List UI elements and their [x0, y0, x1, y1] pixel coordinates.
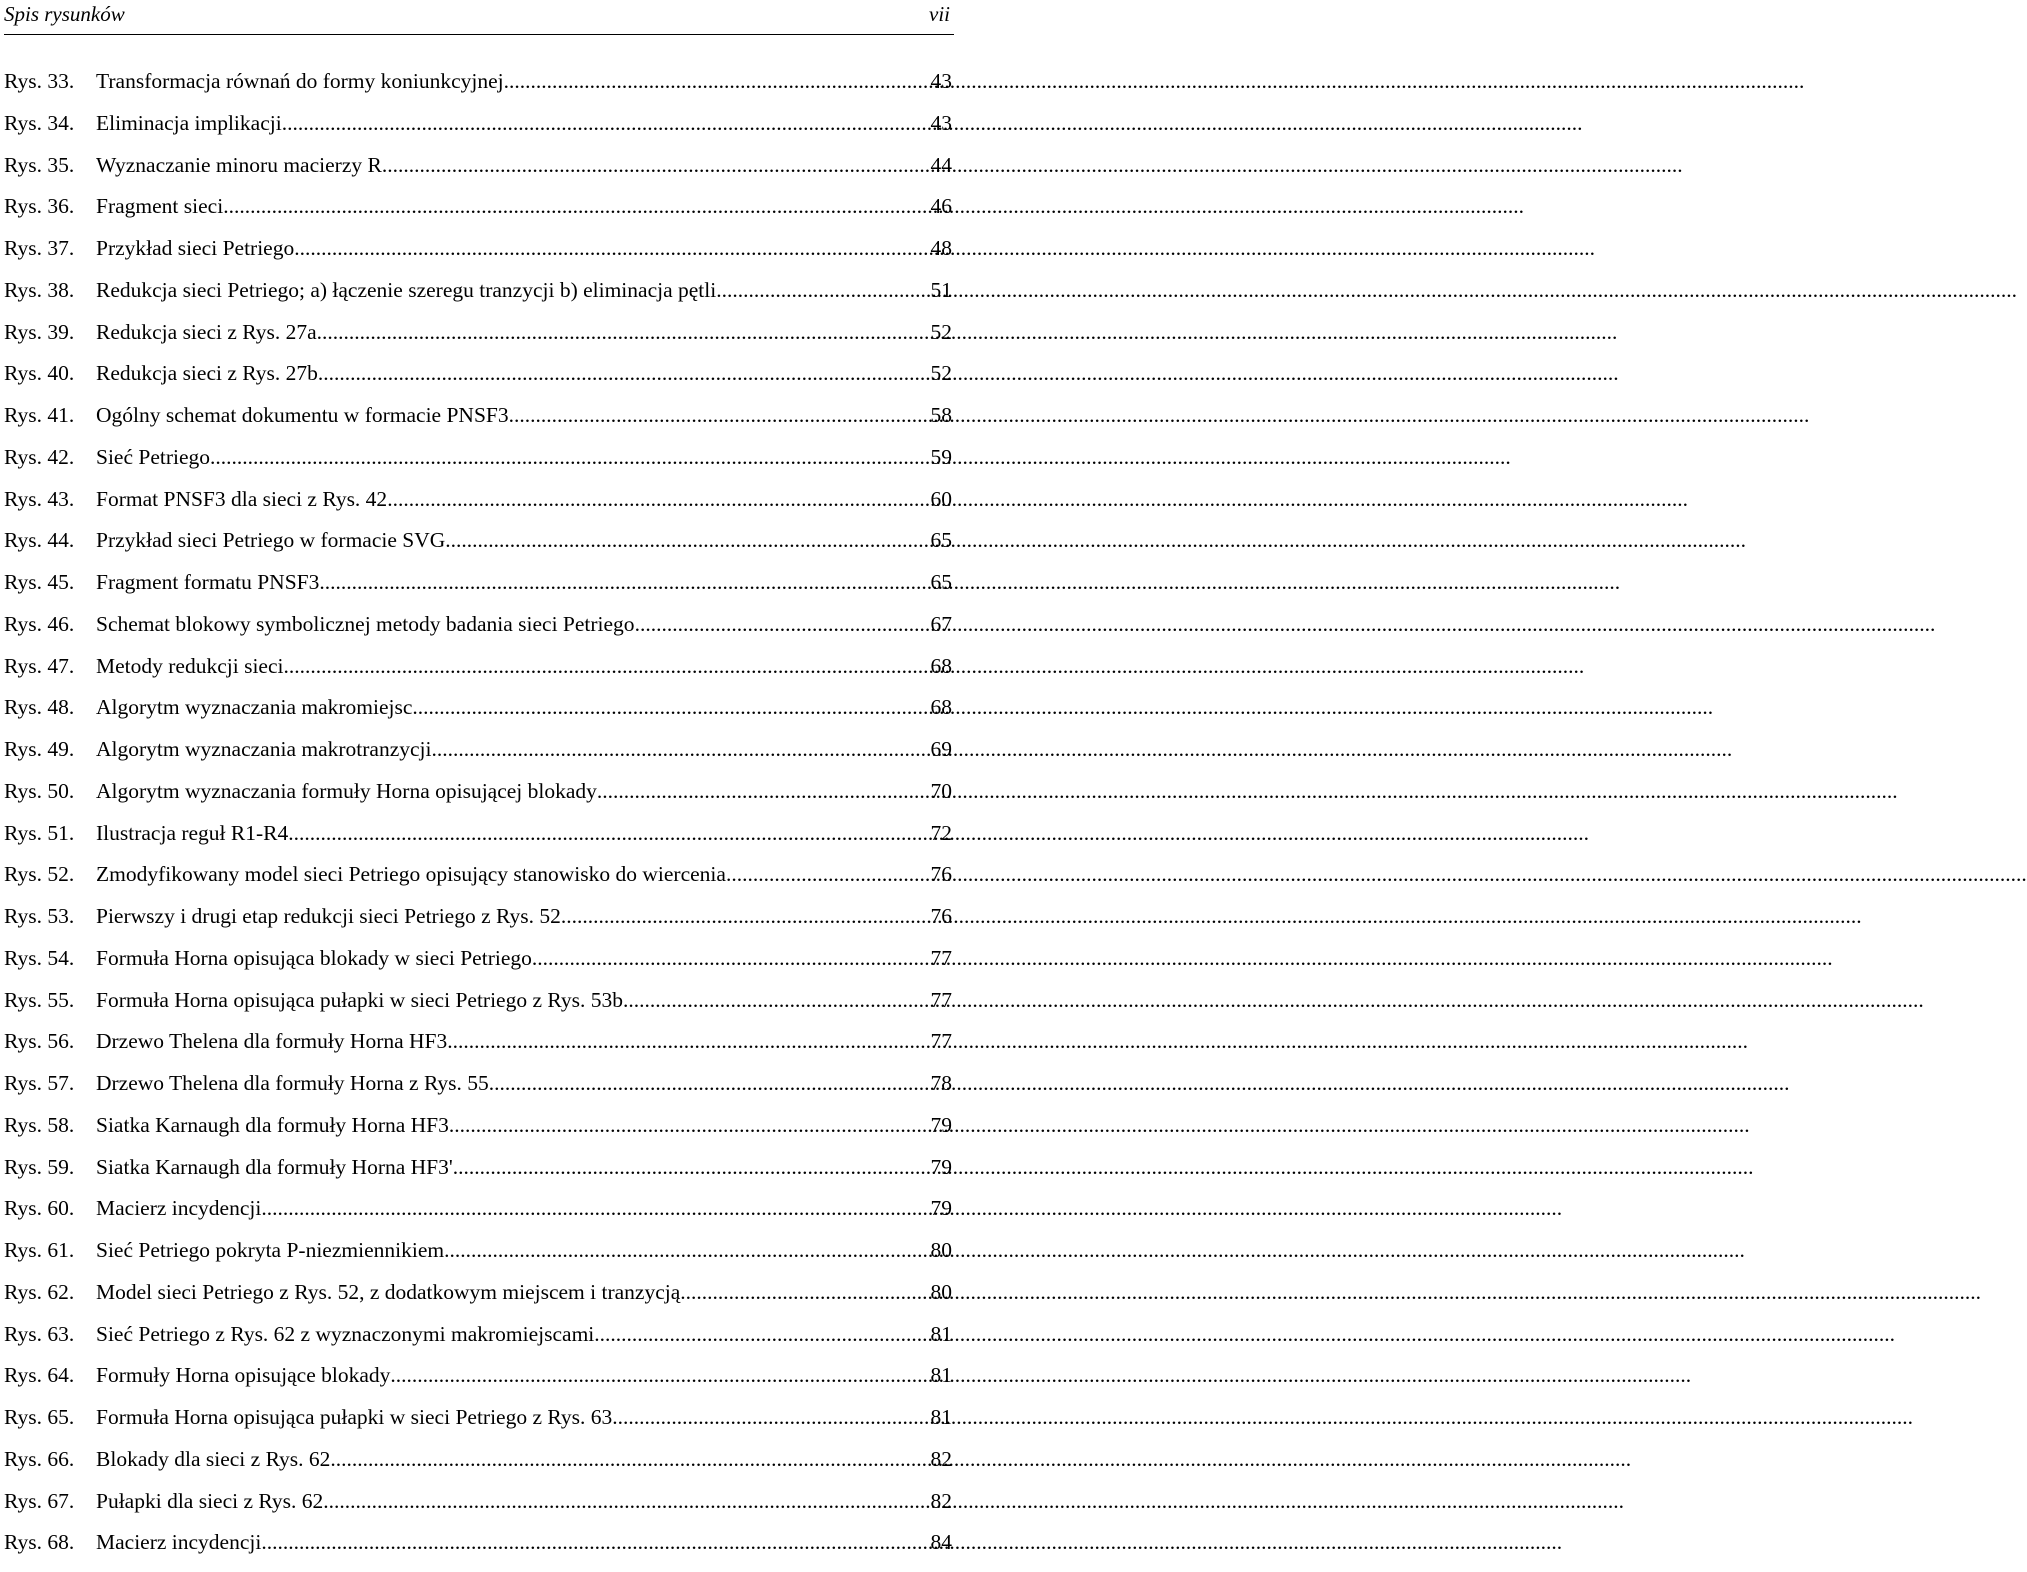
figure-number: Rys. 68.	[4, 1530, 75, 1555]
figure-number: Rys. 36.	[4, 194, 75, 219]
figure-page-number: 81	[930, 1405, 952, 1429]
section-title: Spis rysunków	[4, 2, 125, 26]
figure-title: Siatka Karnaugh dla formuły Horna HF3	[96, 1112, 449, 1137]
figure-number: Rys. 62.	[4, 1279, 75, 1304]
figure-number: Rys. 52.	[4, 862, 75, 887]
figure-title: Fragment sieci	[96, 194, 224, 219]
figure-title: Formuła Horna opisująca blokady w sieci Petriego	[96, 945, 532, 970]
list-item[interactable]	[4, 737, 952, 779]
figure-number: Rys. 55.	[4, 987, 75, 1012]
dot-leader	[612, 1405, 928, 1430]
dot-leader	[282, 111, 929, 136]
figure-page-number: 43	[930, 69, 952, 93]
list-item[interactable]	[4, 1363, 952, 1405]
figure-number: Rys. 50.	[4, 778, 75, 803]
figure-title: Wyznaczanie minoru macierzy R	[96, 152, 382, 177]
figure-number: Rys. 61.	[4, 1238, 75, 1262]
figure-page-number: 65	[930, 570, 952, 594]
figure-title: Schemat blokowy symbolicznej metody badania sieci Petriego	[96, 611, 635, 636]
figure-title: Fragment formatu PNSF3	[96, 570, 320, 594]
figure-number: Rys. 60.	[4, 1196, 75, 1221]
figure-number: Rys. 33.	[4, 69, 75, 93]
dot-leader	[318, 361, 929, 386]
list-item[interactable]	[4, 1196, 952, 1238]
list-item[interactable]	[4, 69, 952, 111]
figure-number: Rys. 39.	[4, 319, 75, 344]
figure-title: Sieć Petriego z Rys. 62 z wyznaczonymi makromiejscami	[96, 1321, 595, 1346]
figure-title: Algorytm wyznaczania makrotranzycji	[96, 737, 432, 761]
running-header	[4, 0, 954, 35]
figure-title: Algorytm wyznaczania formuły Horna opisującej blokady	[96, 778, 597, 803]
list-item[interactable]	[4, 194, 952, 236]
dot-leader	[261, 1196, 928, 1221]
dot-leader	[382, 153, 929, 178]
figure-number: Rys. 49.	[4, 737, 75, 761]
figure-title: Model sieci Petriego z Rys. 52, z dodatkowym miejscem i tranzycją	[96, 1279, 681, 1304]
figure-title: Ogólny schemat dokumentu w formacie PNSF3	[96, 403, 509, 427]
figure-title: Formuła Horna opisująca pułapki w sieci Petriego z Rys. 53b	[96, 987, 623, 1012]
figure-page-number: 51	[930, 277, 952, 302]
dot-leader	[445, 528, 928, 553]
figure-page-number: 68	[930, 653, 952, 678]
list-item[interactable]	[4, 1029, 952, 1071]
figure-page-number: 82	[930, 1446, 952, 1471]
dot-leader	[323, 1489, 928, 1514]
figure-number: Rys. 65.	[4, 1405, 75, 1429]
list-item[interactable]	[4, 1322, 952, 1364]
figure-number: Rys. 53.	[4, 904, 75, 928]
list-item[interactable]	[4, 1447, 952, 1489]
list-item[interactable]	[4, 153, 952, 195]
dot-leader	[432, 737, 929, 762]
dot-leader	[680, 1280, 928, 1305]
figure-title: Pierwszy i drugi etap redukcji sieci Petriego z Rys. 52	[96, 904, 561, 928]
figure-number: Rys. 37.	[4, 236, 75, 260]
figure-page-number: 79	[930, 1154, 952, 1179]
figure-title: Siatka Karnaugh dla formuły Horna HF3'	[96, 1154, 453, 1179]
figure-number: Rys. 66.	[4, 1446, 75, 1471]
figure-page-number: 82	[930, 1488, 952, 1513]
dot-leader	[330, 1447, 928, 1472]
figure-title: Sieć Petriego pokryta P-niezmiennikiem	[96, 1238, 445, 1262]
figure-number: Rys. 64.	[4, 1363, 75, 1388]
dot-leader	[444, 1238, 928, 1263]
figure-title: Macierz incydencji	[96, 1530, 262, 1555]
dot-leader	[447, 1029, 928, 1054]
list-item[interactable]	[4, 1113, 952, 1155]
dot-leader	[387, 487, 928, 512]
list-item[interactable]	[4, 570, 952, 612]
figure-page-number: 84	[930, 1530, 952, 1555]
dot-leader	[561, 904, 929, 929]
figure-title: Formuła Horna opisująca pułapki w sieci Petriego z Rys. 63	[96, 1405, 613, 1429]
dot-leader	[504, 69, 929, 94]
figure-number: Rys. 42.	[4, 444, 75, 469]
figure-number: Rys. 56.	[4, 1029, 75, 1054]
dot-leader	[390, 1363, 928, 1388]
dot-leader	[635, 612, 929, 637]
list-item[interactable]	[4, 1280, 952, 1322]
figure-page-number: 78	[930, 1071, 952, 1095]
list-item[interactable]	[4, 1489, 952, 1531]
figure-page-number: 59	[930, 444, 952, 469]
dot-leader	[594, 1322, 928, 1347]
figure-number: Rys. 45.	[4, 570, 75, 594]
figure-title: Drzewo Thelena dla formuły Horna HF3	[96, 1029, 448, 1054]
figure-number: Rys. 67.	[4, 1488, 75, 1513]
figure-page-number: 72	[930, 820, 952, 845]
figure-number: Rys. 40.	[4, 361, 75, 386]
dot-leader	[726, 862, 929, 887]
dot-leader	[412, 695, 928, 720]
dot-leader	[210, 445, 928, 470]
figure-number: Rys. 41.	[4, 403, 75, 427]
figure-number: Rys. 46.	[4, 611, 75, 636]
figure-page-number: 80	[930, 1279, 952, 1304]
figure-number: Rys. 43.	[4, 486, 75, 511]
dot-leader	[261, 1530, 928, 1555]
figure-title: Eliminacja implikacji	[96, 110, 282, 135]
list-item[interactable]	[4, 1155, 952, 1197]
figure-page-number: 81	[930, 1363, 952, 1388]
list-item[interactable]	[4, 779, 952, 821]
figure-page-number: 46	[930, 194, 952, 219]
figure-number: Rys. 48.	[4, 695, 75, 720]
figure-number: Rys. 44.	[4, 528, 75, 553]
list-item[interactable]	[4, 278, 952, 320]
figure-title: Sieć Petriego	[96, 444, 211, 469]
figure-page-number: 77	[930, 987, 952, 1012]
figure-title: Zmodyfikowany model sieci Petriego opisujący stanowisko do wiercenia	[96, 862, 726, 887]
dot-leader	[288, 821, 928, 846]
figure-number: Rys. 63.	[4, 1321, 75, 1346]
figure-title: Format PNSF3 dla sieci z Rys. 42	[96, 486, 388, 511]
figure-title: Przykład sieci Petriego	[96, 236, 295, 260]
list-item[interactable]	[4, 111, 952, 153]
figure-title: Redukcja sieci z Rys. 27b	[96, 361, 318, 386]
dot-leader	[317, 320, 929, 345]
list-item[interactable]	[4, 528, 952, 570]
list-item[interactable]	[4, 988, 952, 1030]
list-item[interactable]	[4, 320, 952, 362]
figure-title: Blokady dla sieci z Rys. 62	[96, 1446, 331, 1471]
list-item[interactable]	[4, 361, 952, 403]
dot-leader	[532, 946, 929, 971]
list-item[interactable]	[4, 1071, 952, 1113]
list-item[interactable]	[4, 236, 952, 278]
figure-number: Rys. 38.	[4, 277, 75, 302]
figure-title: Transformacja równań do formy koniunkcyjnej	[96, 69, 504, 93]
figure-title: Drzewo Thelena dla formuły Horna z Rys. 55	[96, 1071, 489, 1095]
figure-number: Rys. 35.	[4, 152, 75, 177]
figure-page-number: 80	[930, 1238, 952, 1262]
figure-page-number: 79	[930, 1196, 952, 1221]
list-of-figures	[4, 69, 952, 1572]
figure-page-number: 76	[930, 904, 952, 928]
figure-number: Rys. 34.	[4, 110, 75, 135]
figure-number: Rys. 58.	[4, 1112, 75, 1137]
figure-number: Rys. 47.	[4, 653, 75, 678]
figure-number: Rys. 54.	[4, 945, 75, 970]
list-item[interactable]	[4, 1238, 952, 1280]
list-item[interactable]	[4, 654, 952, 696]
figure-title: Ilustracja reguł R1-R4	[96, 820, 289, 845]
figure-page-number: 44	[930, 152, 952, 177]
dot-leader	[623, 988, 929, 1013]
figure-page-number: 58	[930, 403, 952, 427]
list-item[interactable]	[4, 487, 952, 529]
figure-title: Metody redukcji sieci	[96, 653, 284, 678]
figure-title: Algorytm wyznaczania makromiejsc	[96, 695, 413, 720]
figure-title: Formuły Horna opisujące blokady	[96, 1363, 391, 1388]
list-item[interactable]	[4, 403, 952, 445]
dot-leader	[294, 236, 928, 261]
list-item[interactable]	[4, 445, 952, 487]
figure-title: Macierz incydencji	[96, 1196, 262, 1221]
dot-leader	[283, 654, 928, 679]
list-item[interactable]	[4, 862, 952, 904]
list-item[interactable]	[4, 695, 952, 737]
list-item[interactable]	[4, 1530, 952, 1572]
figure-title: Przykład sieci Petriego w formacie SVG	[96, 528, 446, 553]
figure-number: Rys. 57.	[4, 1071, 75, 1095]
figure-page-number: 77	[930, 1029, 952, 1054]
figure-page-number: 76	[930, 862, 952, 887]
list-item[interactable]	[4, 946, 952, 988]
dot-leader	[453, 1155, 929, 1180]
figure-page-number: 48	[930, 236, 952, 260]
figure-number: Rys. 59.	[4, 1154, 75, 1179]
figure-page-number: 69	[930, 737, 952, 761]
figure-page-number: 67	[930, 611, 952, 636]
dot-leader	[509, 403, 929, 428]
dot-leader	[716, 278, 928, 303]
figure-title: Redukcja sieci Petriego; a) łączenie szeregu tranzycji b) eliminacja pętli	[96, 277, 717, 302]
dot-leader	[449, 1113, 929, 1138]
dot-leader	[319, 570, 928, 595]
figure-page-number: 60	[930, 486, 952, 511]
figure-title: Redukcja sieci z Rys. 27a	[96, 319, 317, 344]
figure-page-number: 70	[930, 778, 952, 803]
figure-page-number: 43	[930, 110, 952, 135]
list-item[interactable]	[4, 1405, 952, 1447]
figure-page-number: 81	[930, 1321, 952, 1346]
list-item[interactable]	[4, 612, 952, 654]
figure-page-number: 68	[930, 695, 952, 720]
figure-page-number: 52	[930, 361, 952, 386]
figure-page-number: 77	[930, 945, 952, 970]
dot-leader	[223, 194, 928, 219]
figure-page-number: 52	[930, 319, 952, 344]
list-item[interactable]	[4, 821, 952, 863]
list-item[interactable]	[4, 904, 952, 946]
figure-number: Rys. 51.	[4, 820, 75, 845]
page-number: vii	[929, 2, 950, 26]
dot-leader	[597, 779, 929, 804]
figure-page-number: 79	[930, 1112, 952, 1137]
figure-page-number: 65	[930, 528, 952, 553]
dot-leader	[489, 1071, 929, 1096]
figure-title: Pułapki dla sieci z Rys. 62	[96, 1488, 324, 1513]
